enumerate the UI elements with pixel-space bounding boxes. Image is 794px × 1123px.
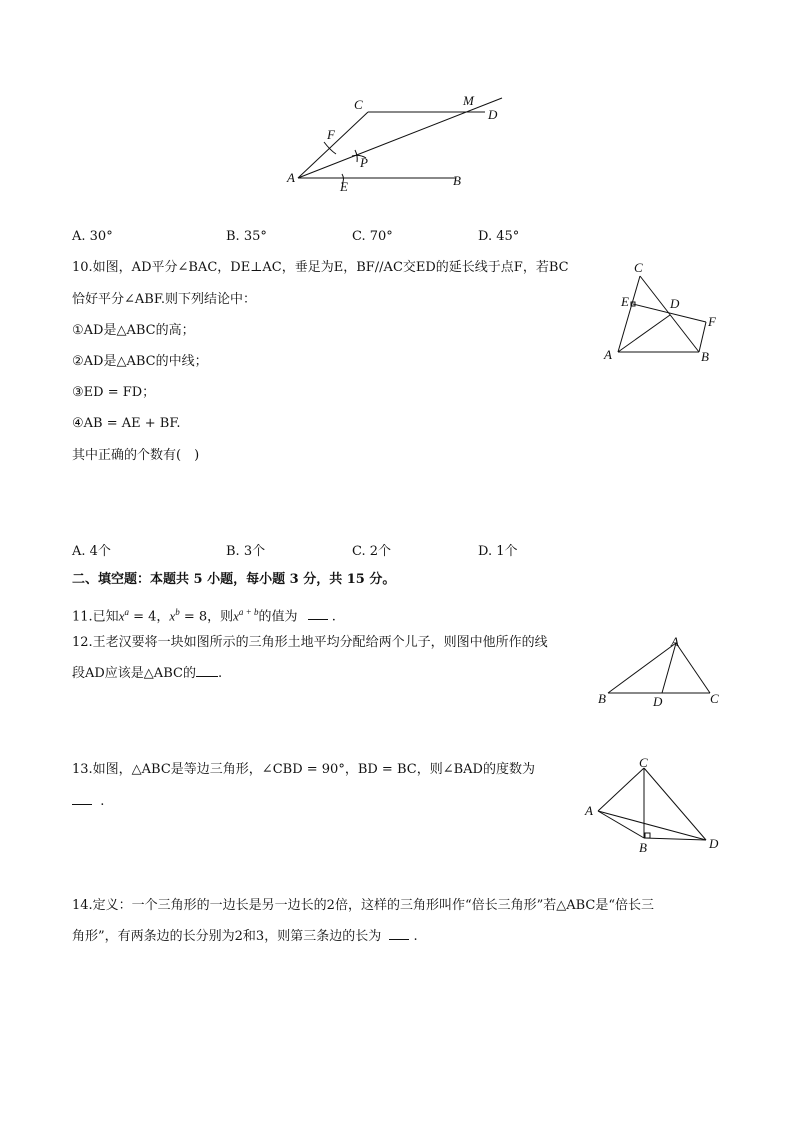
q9-label-m: M xyxy=(463,93,474,108)
q9-label-p: P xyxy=(360,155,368,170)
q10-label-b: B xyxy=(701,349,709,364)
q10-question: 其中正确的个数有( ) xyxy=(72,448,200,463)
q11-suffix: 的值为 xyxy=(258,609,298,625)
q10-conclusion-1: ①AD是△ABC的高； xyxy=(72,323,195,338)
q10-option-d[interactable]: D. 1个 xyxy=(478,544,518,559)
q9-label-d: D xyxy=(488,107,498,122)
q10-option-b[interactable]: B. 3个 xyxy=(226,544,266,559)
q12-label-d: D xyxy=(653,694,663,709)
q9-option-c[interactable]: C. 70° xyxy=(352,229,393,244)
q10-figure xyxy=(598,260,728,370)
section-2-heading: 二、填空题：本题共 5 小题，每小题 3 分，共 15 分。 xyxy=(72,572,396,587)
q11-mid-2: = 8，则 xyxy=(179,609,234,625)
q14-answer-blank[interactable] xyxy=(389,939,409,940)
q12-label-a: A xyxy=(671,634,679,649)
q14-line-2-text: 角形”，有两条边的长分别为2和3，则第三条边的长为 xyxy=(72,929,382,944)
q11-exp-a: a xyxy=(124,607,129,617)
q10-option-a[interactable]: A. 4个 xyxy=(72,544,111,559)
q12-label-b: B xyxy=(598,691,606,706)
q12-label-c: C xyxy=(710,691,719,706)
q9-label-b: B xyxy=(453,173,461,188)
q9-option-a[interactable]: A. 30° xyxy=(72,229,113,244)
q10-label-f: F xyxy=(708,314,716,329)
q10-label-c: C xyxy=(634,260,643,275)
q13-figure xyxy=(582,755,727,860)
q11-x2: x xyxy=(169,608,176,624)
q10-option-c[interactable]: C. 2个 xyxy=(352,544,392,559)
q9-label-f: F xyxy=(327,127,335,142)
q14-line-1: 14.定义：一个三角形的一边长是另一边长的2倍，这样的三角形叫作“倍长三角形”若△ABC是“倍长三 xyxy=(72,898,655,913)
q9-label-a: A xyxy=(287,170,295,185)
q12-line-2: 段AD应该是△ABC的 . xyxy=(72,666,223,681)
q13-line-2: . xyxy=(72,793,104,811)
q9-option-b[interactable]: B. 35° xyxy=(226,229,267,244)
q10-conclusion-4: ④AB = AE + BF. xyxy=(72,416,181,431)
q9-label-e: E xyxy=(340,179,348,194)
q12-line-1: 12.王老汉要将一块如图所示的三角形土地平均分配给两个儿子，则图中他所作的线 xyxy=(72,635,548,650)
q11-answer-blank[interactable] xyxy=(308,619,328,620)
q10-conclusion-3: ③ED = FD； xyxy=(72,385,156,400)
q9-option-d[interactable]: D. 45° xyxy=(478,229,520,244)
q11-x3: x xyxy=(233,608,239,624)
q11-question: 11.已知$x^a = 4$，$x^b = 8$，则$x^{a + b}$的值为 . xyxy=(72,607,336,625)
q12-line-2-text: 段AD应该是△ABC的 xyxy=(72,666,196,681)
q13-label-c: C xyxy=(639,755,648,770)
q10-label-a: A xyxy=(604,347,612,362)
q11-prefix: 11.已知 xyxy=(72,609,119,625)
q13-label-d: D xyxy=(709,836,719,851)
q14-line-2: 角形”，有两条边的长分别为2和3，则第三条边的长为 . xyxy=(72,929,418,944)
q12-figure xyxy=(594,633,724,713)
q9-label-c: C xyxy=(354,97,363,112)
q13-line-1: 13.如图，△ABC是等边三角形，∠CBD = 90°，BD = BC，则∠BAD的度数为 xyxy=(72,762,535,777)
q10-label-d: D xyxy=(670,296,680,311)
q10-stem-line-2: 恰好平分∠ABF.则下列结论中： xyxy=(72,292,256,307)
q9-figure xyxy=(280,90,520,200)
q11-exp-ab: a + b xyxy=(238,607,259,617)
q12-answer-blank[interactable] xyxy=(196,676,218,677)
q13-label-a: A xyxy=(585,803,593,818)
q13-answer-blank[interactable] xyxy=(72,804,92,805)
q10-stem-line-1: 10.如图，AD平分∠BAC，DE⊥AC，垂足为E，BF//AC交ED的延长线于点F，若BC xyxy=(72,260,569,275)
q11-mid-1: = 4， xyxy=(128,609,170,625)
q11-x1: x xyxy=(118,608,125,624)
q10-label-e: E xyxy=(621,294,629,309)
q10-conclusion-2: ②AD是△ABC的中线； xyxy=(72,354,208,369)
q13-label-b: B xyxy=(639,840,647,855)
q11-exp-b: b xyxy=(175,607,180,617)
